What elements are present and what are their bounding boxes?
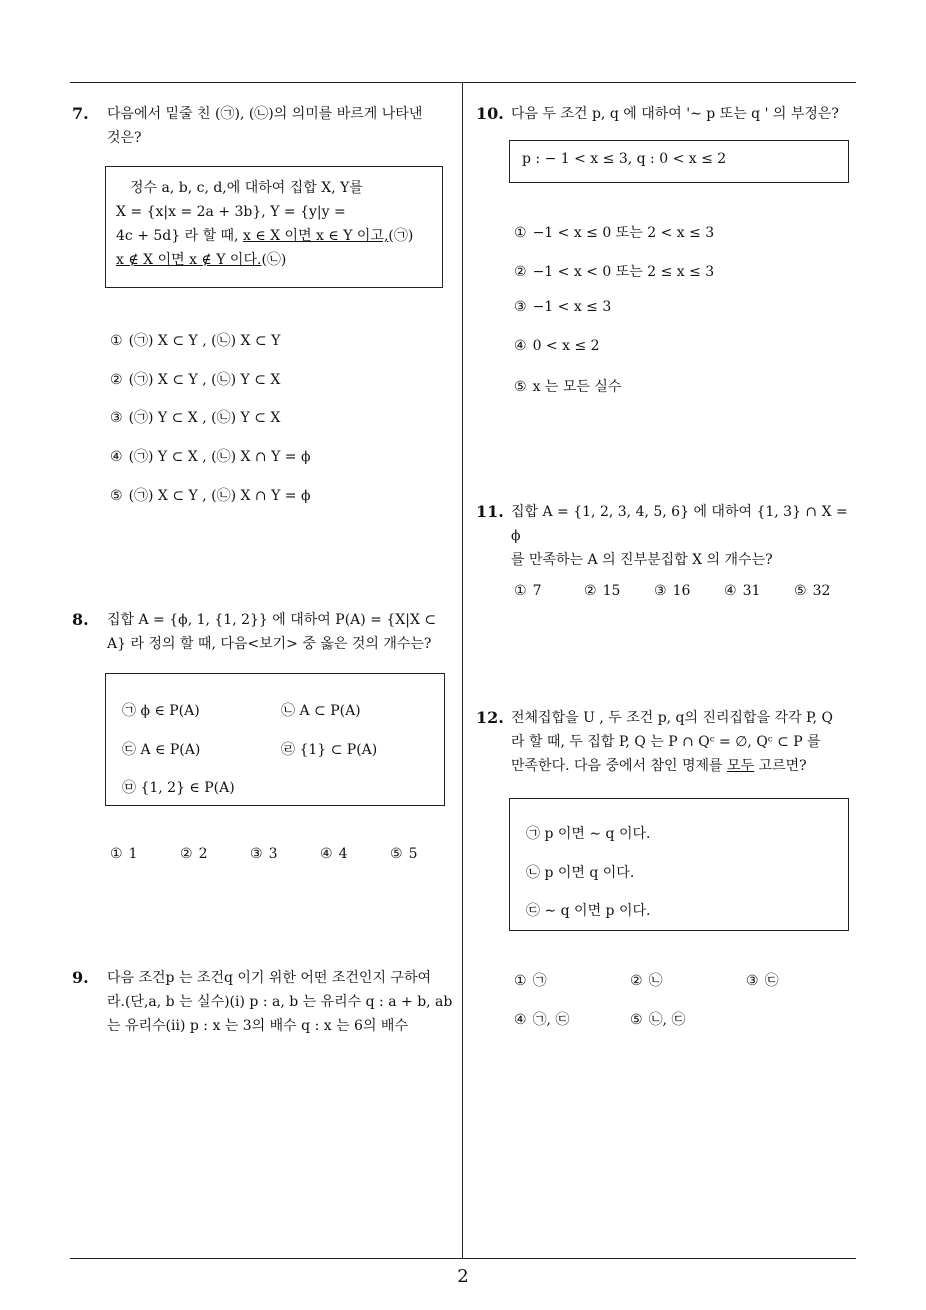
- answer-option[interactable]: ④ (㉠) Y ⊂ X , (㉡) X ∩ Y = ϕ: [110, 449, 311, 465]
- question-8: [72, 608, 457, 656]
- example-box: ㉠ ϕ ∈ P(A) ㉡ A ⊂ P(A) ㉢ A ∈ P(A) ㉣ {1} ⊂ P(A) ㉤ {1, 2} ∈ P(A): [105, 673, 445, 806]
- question-number: 8.: [72, 610, 89, 629]
- answer-option[interactable]: ⑤ ㉡, ㉢: [630, 1012, 686, 1028]
- answer-option[interactable]: ② 15: [584, 583, 621, 599]
- question-7: [72, 102, 457, 150]
- question-9: [72, 966, 457, 1038]
- condition-box: p : − 1 < x ≤ 3, q : 0 < x ≤ 2: [509, 140, 849, 183]
- answer-option[interactable]: ② −1 < x < 0 또는 2 ≤ x ≤ 3: [514, 264, 715, 280]
- question-12: [476, 706, 861, 778]
- answer-option[interactable]: ⑤ 32: [794, 583, 831, 599]
- answer-option[interactable]: ⑤ 5: [390, 846, 418, 862]
- answer-option[interactable]: ① −1 < x ≤ 0 또는 2 < x ≤ 3: [514, 225, 715, 241]
- answer-option[interactable]: ④ 31: [724, 583, 761, 599]
- answer-option[interactable]: ② (㉠) X ⊂ Y , (㉡) Y ⊂ X: [110, 372, 281, 388]
- bottom-rule: [70, 1258, 856, 1259]
- question-stem: 전체집합을 U , 두 조건 p, q의 진리집합을 각각 P, Q 라 할 때, 두 집합 P, Q 는 P ∩ Qᶜ = ∅, Qᶜ ⊂ P 를 만족한다. 다음 중에서 참인 명제를 모두 고르면?: [511, 710, 834, 774]
- question-11: [476, 500, 861, 572]
- question-number: 9.: [72, 968, 89, 987]
- answer-option[interactable]: ② ㉡: [630, 973, 663, 989]
- question-stem: 다음에서 밑줄 친 (㉠), (㉡)의 의미를 바르게 나타낸 것은?: [107, 106, 423, 146]
- page-number: 2: [457, 1266, 469, 1287]
- answer-option[interactable]: ① (㉠) X ⊂ Y , (㉡) X ⊂ Y: [110, 333, 281, 349]
- answer-option[interactable]: ③ 16: [654, 583, 691, 599]
- question-stem: 다음 조건p 는 조건q 이기 위한 어떤 조건인지 구하여 라.(단,a, b 는 실수)(i) p : a, b 는 유리수 q : a + b, ab 는 유리수(ii) p : x 는 3의 배수 q : x 는 6의 배수: [107, 970, 453, 1034]
- answer-option[interactable]: ① 1: [110, 846, 138, 862]
- question-number: 12.: [476, 708, 504, 727]
- column-divider: [462, 83, 463, 1258]
- answer-option[interactable]: ④ 4: [320, 846, 348, 862]
- question-number: 11.: [476, 502, 504, 521]
- answer-option[interactable]: ① ㉠: [514, 973, 547, 989]
- condition-box: 정수 a, b, c, d,에 대하여 집합 X, Y를 X = {x|x = 2a + 3b}, Y = {y|y = 4c + 5d} 라 할 때, x ∈ X 이면 x ∈ Y 이고,(㉠) x ∉ X 이면 x ∉ Y 이다.(㉡): [105, 166, 443, 288]
- example-box: ㉠ p 이면 ∼ q 이다. ㉡ p 이면 q 이다. ㉢ ∼ q 이면 p 이다.: [509, 798, 849, 931]
- answer-option[interactable]: ① 7: [514, 583, 542, 599]
- answer-option[interactable]: ⑤ (㉠) X ⊂ Y , (㉡) X ∩ Y = ϕ: [110, 488, 311, 504]
- question-stem: 다음 두 조건 p, q 에 대하여 '∼ p 또는 q ' 의 부정은?: [511, 106, 839, 122]
- answer-option[interactable]: ③ (㉠) Y ⊂ X , (㉡) Y ⊂ X: [110, 410, 281, 426]
- answer-option[interactable]: ③ −1 < x ≤ 3: [514, 299, 612, 315]
- answer-option[interactable]: ⑤ x 는 모든 실수: [514, 379, 622, 395]
- answer-option[interactable]: ④ 0 < x ≤ 2: [514, 338, 600, 354]
- answer-option[interactable]: ③ 3: [250, 846, 278, 862]
- question-number: 10.: [476, 104, 504, 123]
- answer-option[interactable]: ③ ㉢: [746, 973, 779, 989]
- question-stem: 집합 A = {ϕ, 1, {1, 2}} 에 대하여 P(A) = {X|X ⊂ A} 라 정의 할 때, 다음<보기> 중 옳은 것의 개수는?: [107, 612, 437, 652]
- question-stem: 집합 A = {1, 2, 3, 4, 5, 6} 에 대하여 {1, 3} ∩ X = ϕ 를 만족하는 A 의 진부분집합 X 의 개수는?: [511, 504, 848, 568]
- answer-option[interactable]: ② 2: [180, 846, 208, 862]
- question-number: 7.: [72, 104, 89, 123]
- top-rule: [70, 82, 856, 83]
- question-10: [476, 102, 861, 126]
- answer-option[interactable]: ④ ㉠, ㉢: [514, 1012, 570, 1028]
